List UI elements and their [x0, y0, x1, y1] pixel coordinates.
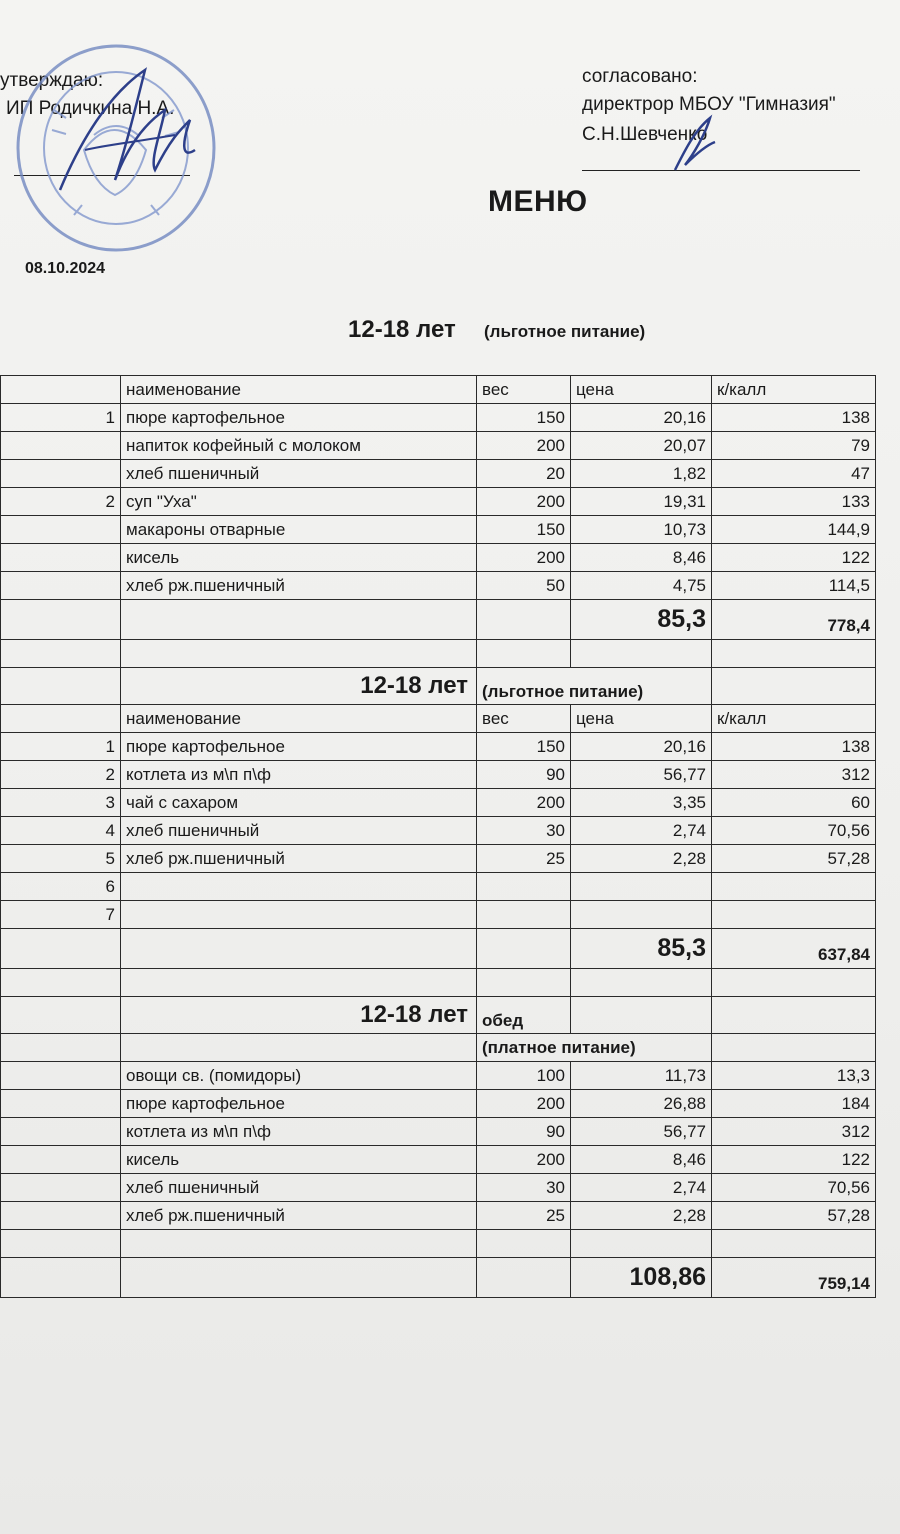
table-row [1, 516, 876, 544]
row-number [1, 544, 121, 572]
row-number [1, 1146, 121, 1174]
dish-name: овощи св. (помидоры) [121, 1062, 477, 1090]
table-row [1, 432, 876, 460]
table-row [1, 1146, 876, 1174]
dish-price: 10,73 [571, 516, 712, 544]
row-number [1, 432, 121, 460]
total-price: 85,3 [571, 929, 712, 969]
dish-weight: 90 [477, 1118, 571, 1146]
total-row [1, 600, 876, 640]
dish-price: 56,77 [571, 1118, 712, 1146]
table-row [1, 1090, 876, 1118]
dish-kcal: 133 [712, 488, 876, 516]
dish-price: 20,16 [571, 404, 712, 432]
dish-weight: 30 [477, 817, 571, 845]
agree-name: С.Н.Шевченко [582, 124, 708, 145]
dish-kcal: 122 [712, 544, 876, 572]
row-number [1, 1202, 121, 1230]
row-number: 2 [1, 488, 121, 516]
dish-name [121, 873, 477, 901]
dish-price: 2,74 [571, 1174, 712, 1202]
agree-title: директрор МБОУ "Гимназия" [582, 94, 836, 115]
row-number [1, 1090, 121, 1118]
header-name: наименование [121, 376, 477, 404]
empty-row [1, 640, 876, 668]
row-number: 7 [1, 901, 121, 929]
dish-name: хлеб рж.пшеничный [121, 845, 477, 873]
dish-weight: 30 [477, 1174, 571, 1202]
row-number [1, 1174, 121, 1202]
table-row [1, 901, 876, 929]
dish-kcal: 57,28 [712, 845, 876, 873]
dish-name: хлеб рж.пшеничный [121, 1202, 477, 1230]
dish-weight: 150 [477, 404, 571, 432]
row-number [1, 572, 121, 600]
table-row [1, 817, 876, 845]
dish-weight: 25 [477, 845, 571, 873]
empty-row [1, 969, 876, 997]
dish-price: 20,07 [571, 432, 712, 460]
total-row [1, 929, 876, 969]
dish-price: 8,46 [571, 544, 712, 572]
dish-weight [477, 901, 571, 929]
table-row [1, 761, 876, 789]
table-row [1, 1062, 876, 1090]
table-row [1, 845, 876, 873]
dish-kcal: 70,56 [712, 1174, 876, 1202]
total-kcal: 778,4 [712, 600, 876, 640]
total-kcal: 759,14 [712, 1258, 876, 1298]
row-number: 6 [1, 873, 121, 901]
dish-kcal: 312 [712, 761, 876, 789]
dish-weight: 200 [477, 544, 571, 572]
dish-name: макароны отварные [121, 516, 477, 544]
dish-name: пюре картофельное [121, 404, 477, 432]
row-number: 5 [1, 845, 121, 873]
dish-price: 1,82 [571, 460, 712, 488]
dish-name: пюре картофельное [121, 1090, 477, 1118]
dish-kcal: 312 [712, 1118, 876, 1146]
dish-weight: 200 [477, 789, 571, 817]
dish-kcal: 60 [712, 789, 876, 817]
total-kcal: 637,84 [712, 929, 876, 969]
dish-price: 2,28 [571, 845, 712, 873]
dish-price [571, 873, 712, 901]
header-weight: вес [477, 705, 571, 733]
table-row [1, 733, 876, 761]
row-number: 1 [1, 404, 121, 432]
row-number [1, 1062, 121, 1090]
table-row [1, 789, 876, 817]
total-price: 85,3 [571, 600, 712, 640]
section-3-title-row [1, 997, 876, 1034]
dish-kcal: 57,28 [712, 1202, 876, 1230]
dish-price: 11,73 [571, 1062, 712, 1090]
section-2-subtitle: (льготное питание) [477, 668, 712, 705]
approve-name: ИП Родичкина Н.А. [6, 98, 175, 119]
total-row [1, 1258, 876, 1298]
dish-price: 2,74 [571, 817, 712, 845]
dish-price: 56,77 [571, 761, 712, 789]
dish-name: напиток кофейный с молоком [121, 432, 477, 460]
dish-weight: 50 [477, 572, 571, 600]
dish-weight: 150 [477, 733, 571, 761]
row-number: 4 [1, 817, 121, 845]
table-row [1, 1174, 876, 1202]
dish-kcal: 184 [712, 1090, 876, 1118]
dish-weight: 25 [477, 1202, 571, 1230]
table-row [1, 1118, 876, 1146]
section-3-subtitle-row [1, 1034, 876, 1062]
dish-kcal: 138 [712, 733, 876, 761]
dish-weight: 200 [477, 432, 571, 460]
dish-price: 8,46 [571, 1146, 712, 1174]
dish-name [121, 901, 477, 929]
header-price: цена [571, 376, 712, 404]
section-3-title: 12-18 лет [121, 997, 477, 1034]
row-number [1, 460, 121, 488]
dish-weight: 100 [477, 1062, 571, 1090]
dish-kcal: 122 [712, 1146, 876, 1174]
dish-kcal: 70,56 [712, 817, 876, 845]
signature-approve [55, 50, 205, 200]
dish-kcal: 47 [712, 460, 876, 488]
dish-price: 2,28 [571, 1202, 712, 1230]
table-header-row [1, 376, 876, 404]
table-row [1, 873, 876, 901]
table-row [1, 544, 876, 572]
dish-weight [477, 873, 571, 901]
section-1-title: 12-18 лет [348, 316, 456, 343]
table-row [1, 404, 876, 432]
dish-kcal: 138 [712, 404, 876, 432]
dish-kcal: 13,3 [712, 1062, 876, 1090]
document-title: МЕНЮ [488, 185, 588, 218]
approve-date: 08.10.2024 [25, 260, 106, 277]
dish-kcal [712, 901, 876, 929]
dish-name: хлеб пшеничный [121, 460, 477, 488]
dish-weight: 90 [477, 761, 571, 789]
section-2-title-row [1, 668, 876, 705]
dish-weight: 200 [477, 1146, 571, 1174]
dish-name: кисель [121, 1146, 477, 1174]
dish-price [571, 901, 712, 929]
row-number: 3 [1, 789, 121, 817]
menu-table [0, 375, 876, 1298]
approve-label: утверждаю: [0, 70, 104, 91]
dish-name: хлеб пшеничный [121, 1174, 477, 1202]
header-price: цена [571, 705, 712, 733]
section-3-subtitle2: (платное питание) [477, 1034, 712, 1062]
dish-kcal: 144,9 [712, 516, 876, 544]
dish-weight: 150 [477, 516, 571, 544]
table-header-row [1, 705, 876, 733]
dish-weight: 200 [477, 1090, 571, 1118]
dish-price: 26,88 [571, 1090, 712, 1118]
dish-price: 20,16 [571, 733, 712, 761]
table-row [1, 572, 876, 600]
dish-price: 4,75 [571, 572, 712, 600]
dish-name: пюре картофельное [121, 733, 477, 761]
section-3-subtitle: обед [477, 997, 571, 1034]
row-number [1, 516, 121, 544]
row-number [1, 1118, 121, 1146]
dish-price: 19,31 [571, 488, 712, 516]
section-1-subtitle: (льготное питание) [484, 322, 646, 341]
header-kcal: к/калл [712, 705, 876, 733]
dish-weight: 20 [477, 460, 571, 488]
row-number: 2 [1, 761, 121, 789]
signature-agree [665, 110, 725, 180]
dish-name: суп "Уха" [121, 488, 477, 516]
dish-name: котлета из м\п п\ф [121, 1118, 477, 1146]
dish-name: хлеб пшеничный [121, 817, 477, 845]
dish-kcal: 114,5 [712, 572, 876, 600]
dish-name: чай с сахаром [121, 789, 477, 817]
total-price: 108,86 [571, 1258, 712, 1298]
table-row [1, 1202, 876, 1230]
header-name: наименование [121, 705, 477, 733]
table-row [1, 488, 876, 516]
table-row [1, 460, 876, 488]
dish-kcal [712, 873, 876, 901]
header-kcal: к/калл [712, 376, 876, 404]
dish-name: кисель [121, 544, 477, 572]
dish-name: хлеб рж.пшеничный [121, 572, 477, 600]
dish-name: котлета из м\п п\ф [121, 761, 477, 789]
dish-weight: 200 [477, 488, 571, 516]
section-2-title: 12-18 лет [121, 668, 477, 705]
empty-row [1, 1230, 876, 1258]
dish-kcal: 79 [712, 432, 876, 460]
dish-price: 3,35 [571, 789, 712, 817]
header-weight: вес [477, 376, 571, 404]
agree-label: согласовано: [582, 66, 698, 87]
row-number: 1 [1, 733, 121, 761]
